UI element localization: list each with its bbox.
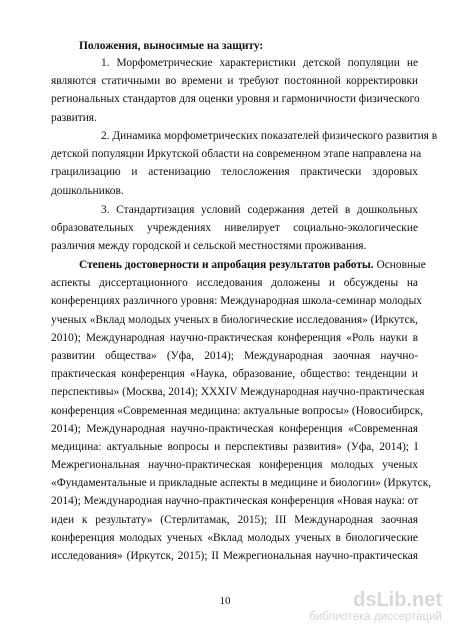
watermark xyxy=(309,590,442,624)
text-line: ученых «Вклад молодых ученых в биологические исследования» (Иркутск, xyxy=(51,313,418,326)
text-line: идеи к результату» (Стерлитамак, 2015); III Международная заочная xyxy=(51,513,418,526)
text-line: региональных стандартов для оценки уровня и гармоничности физического xyxy=(51,93,420,106)
text-line: медицина: актуальные вопросы и перспективы развития» (Уфа, 2014); I xyxy=(51,440,418,453)
text-line: развития. xyxy=(51,111,97,124)
text-fragment: Основные xyxy=(373,259,426,271)
watermark-logo: dsLib.net xyxy=(353,589,442,611)
text-line: детской популяции Иркутской области на современном этапе направлена на xyxy=(51,148,422,161)
text-line: являются статичными во времени и требуют постоянной корректировки xyxy=(51,75,418,88)
text-line: различия между городской и сельской местностями проживания. xyxy=(51,240,367,253)
text-line: аспекты диссертационного исследования доложены и обсуждены на xyxy=(51,277,418,290)
section-heading: Положения, выносимые на защиту: xyxy=(79,40,264,52)
text-line: исследования» (Иркутск, 2015); II Межрегиональная научно-практическая xyxy=(51,550,418,562)
text-line: конференция молодых ученых «Вклад молодых ученых в биологические xyxy=(51,531,418,544)
text-line: 1. Морфометрические характеристики детской популяции не xyxy=(101,57,418,69)
watermark-subtitle: библиотека диссертаций xyxy=(309,611,442,623)
text-line: практическая конференция «Наука, образование, общество: тенденции и xyxy=(51,368,418,381)
text-line: образовательных учреждениях нивелирует социально-экологические xyxy=(51,222,418,235)
text-line: 3. Стандартизация условий содержания детей в дошкольных xyxy=(101,204,418,216)
text-line xyxy=(51,256,426,274)
reliability-heading: Степень достоверности и апробация результатов работы. xyxy=(79,259,374,271)
text-line: дошкольников. xyxy=(51,184,124,197)
text-line: Межрегиональная научно-практическая конференция молодых ученых xyxy=(51,459,418,472)
text-line: грацилизацию и астенизацию телосложения практически здоровых xyxy=(51,166,418,179)
text-line: конференция «Современная медицина: актуальные вопросы» (Новосибирск, xyxy=(51,404,424,417)
thesis-point-3 xyxy=(51,201,418,256)
thesis-point-2 xyxy=(51,127,438,200)
text-line: конференциях различного уровня: Международная школа-семинар молодых xyxy=(51,295,422,308)
text-line: развитии общества» (Уфа, 2014); Международная заочная научно- xyxy=(51,349,418,362)
text-line: 2. Динамика морфометрических показателей физического развития в xyxy=(101,130,438,142)
reliability-paragraph xyxy=(51,256,432,565)
text-line: 2014); Международная научно-практическая конференция «Современная xyxy=(51,422,418,435)
thesis-point-1 xyxy=(51,54,418,127)
text-line: 2010); Международная научно-практическая конференция «Роль науки в xyxy=(51,331,418,344)
text-line: перспективы» (Москва, 2014); XXXIV Международная научно-практическая xyxy=(51,386,425,399)
text-line: «Фундаментальные и прикладные аспекты в медицине и биологии» (Иркутск, xyxy=(51,477,432,490)
page-number: 10 xyxy=(219,595,231,607)
text-line: 2014); Международная научно-практическая конференция «Новая наука: от xyxy=(51,495,419,508)
